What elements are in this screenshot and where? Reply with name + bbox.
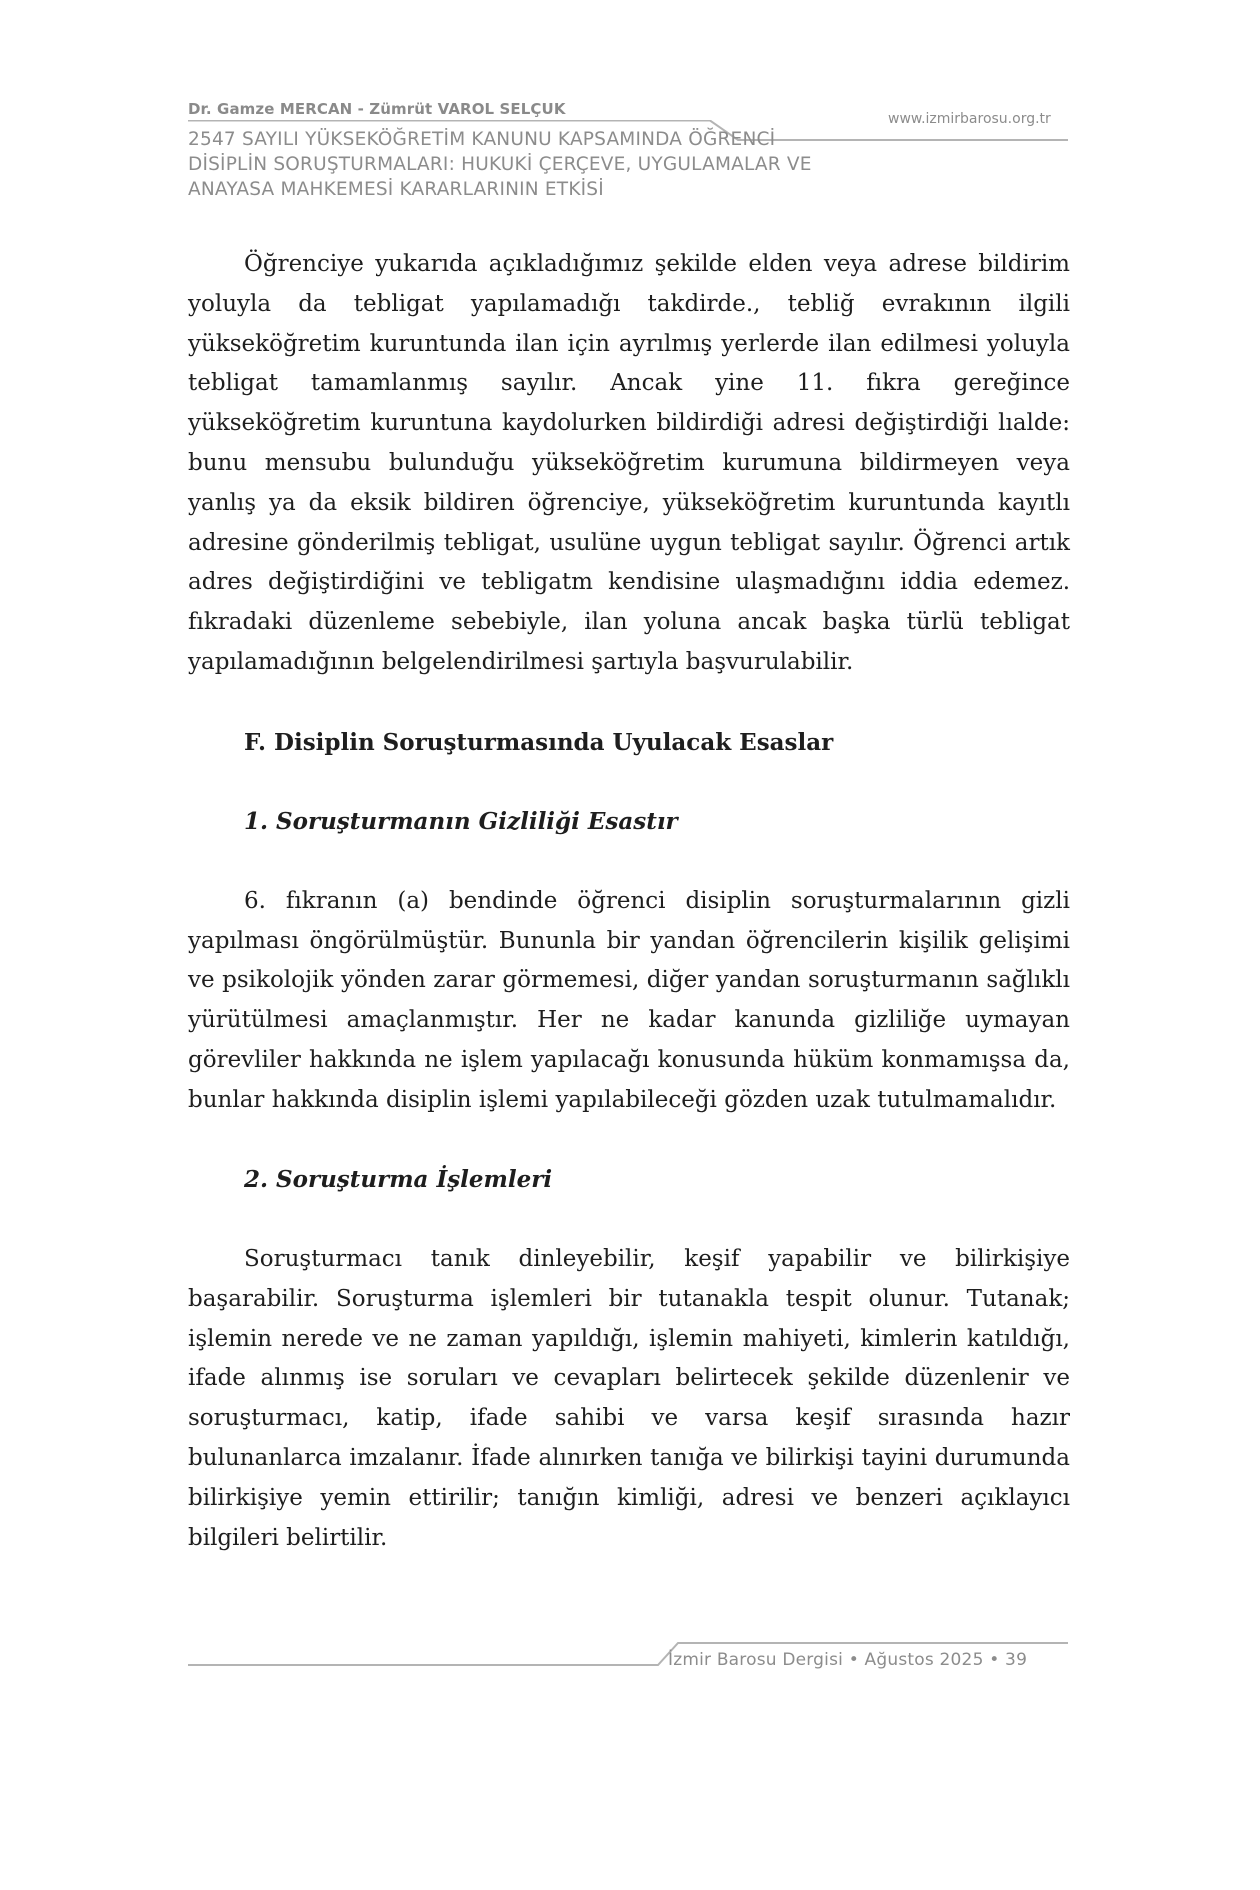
header-website: www.izmirbarosu.org.tr	[888, 111, 1051, 127]
page-number: 39	[1005, 1650, 1028, 1670]
paragraph: 6. fıkranın (a) bendinde öğrenci disiplin soruşturmalarının gizli yapılması öngörülmüştür. Bununla bir yandan öğrencilerin kişilik gelişimi ve psikolojik yönden zarar görmemesi, diğer yandan soruşturmanın sağlıklı yürütülmesi amaçlanmıştır. Her ne kadar kanunda gizliliğe uymayan görevliler hakkında ne işlem yapılacağı konusunda hüküm konmamışsa da, bunlar hakkında disiplin işlemi yapılabileceği gözden uzak tutulmamalıdır.	[188, 887, 1070, 1113]
article-body	[188, 245, 1070, 1558]
header-authors: Dr. Gamze MERCAN - Zümrüt VAROL SELÇUK	[188, 100, 566, 118]
footer-citation	[668, 1650, 1027, 1670]
header-title-line: 2547 SAYILI YÜKSEKÖĞRETİM KANUNU KAPSAMINDA ÖĞRENCİ	[188, 129, 776, 150]
footer-separator: •	[848, 1650, 859, 1670]
footer-separator: •	[989, 1650, 1000, 1670]
header-title-line: ANAYASA MAHKEMESİ KARARLARININ ETKİSİ	[188, 179, 604, 200]
footer-journal: İzmir Barosu Dergisi	[668, 1650, 844, 1670]
subsection-heading: 2. Soruşturma İşlemleri	[244, 1166, 553, 1194]
footer-issue-date: Ağustos 2025	[864, 1650, 984, 1670]
section-heading: F. Disiplin Soruşturmasında Uyulacak Esaslar	[244, 728, 834, 756]
paragraph: Soruşturmacı tanık dinleyebilir, keşif yapabilir ve bilirkişiye başarabilir. Soruşturma işlemleri bir tutanakla tespit olunur. Tutanak; işlemin nerede ve ne zaman yapıldığı, işlemin mahiyeti, kimlerin katıldığı, ifade alınmış ise soruları ve cevapları belirtecek şekilde düzenlenir ve soruşturmacı, katip, ifade sahibi ve varsa keşif sırasında hazır bulunanlarca imzalanır. İfade alınırken tanığa ve bilirkişi tayini durumunda bilirkişiye yemin ettirilir; tanığın kimliği, adresi ve benzeri açıklayıcı bilgileri belirtilir.	[188, 1245, 1070, 1551]
subsection-heading: 1. Soruşturmanın Gizliliği Esastır	[244, 808, 678, 836]
header-article-title	[188, 127, 888, 202]
header-title-line: DİSİPLİN SORUŞTURMALARI: HUKUKİ ÇERÇEVE, UYGULAMALAR VE	[188, 154, 812, 175]
paragraph: Öğrenciye yukarıda açıkladığımız şekilde elden veya adrese bildirim yoluyla da tebligat yapılamadığı takdirde., tebliğ evrakının ilgili yükseköğretim kuruntunda ilan için ayrılmış yerlerde ilan edilmesi yoluyla tebligat tamamlanmış sayılır. Ancak yine 11. fıkra gereğince yükseköğretim kuruntuna kaydolurken bildirdiği adresi değiştirdiği lıalde: bunu mensubu bulunduğu yükseköğretim kurumuna bildirmeyen veya yanlış ya da eksik bildiren öğrenciye, yükseköğretim kuruntunda kayıtlı adresine gönderilmiş tebligat, usulüne uygun tebligat sayılır. Öğrenci artık adres değiştirdiğini ve tebligatm kendisine ulaşmadığını iddia edemez. fıkradaki düzenleme sebebiyle, ilan yoluna ancak başka türlü tebligat yapılamadığının belgelendirilmesi şartıyla başvurulabilir.	[188, 251, 1070, 675]
